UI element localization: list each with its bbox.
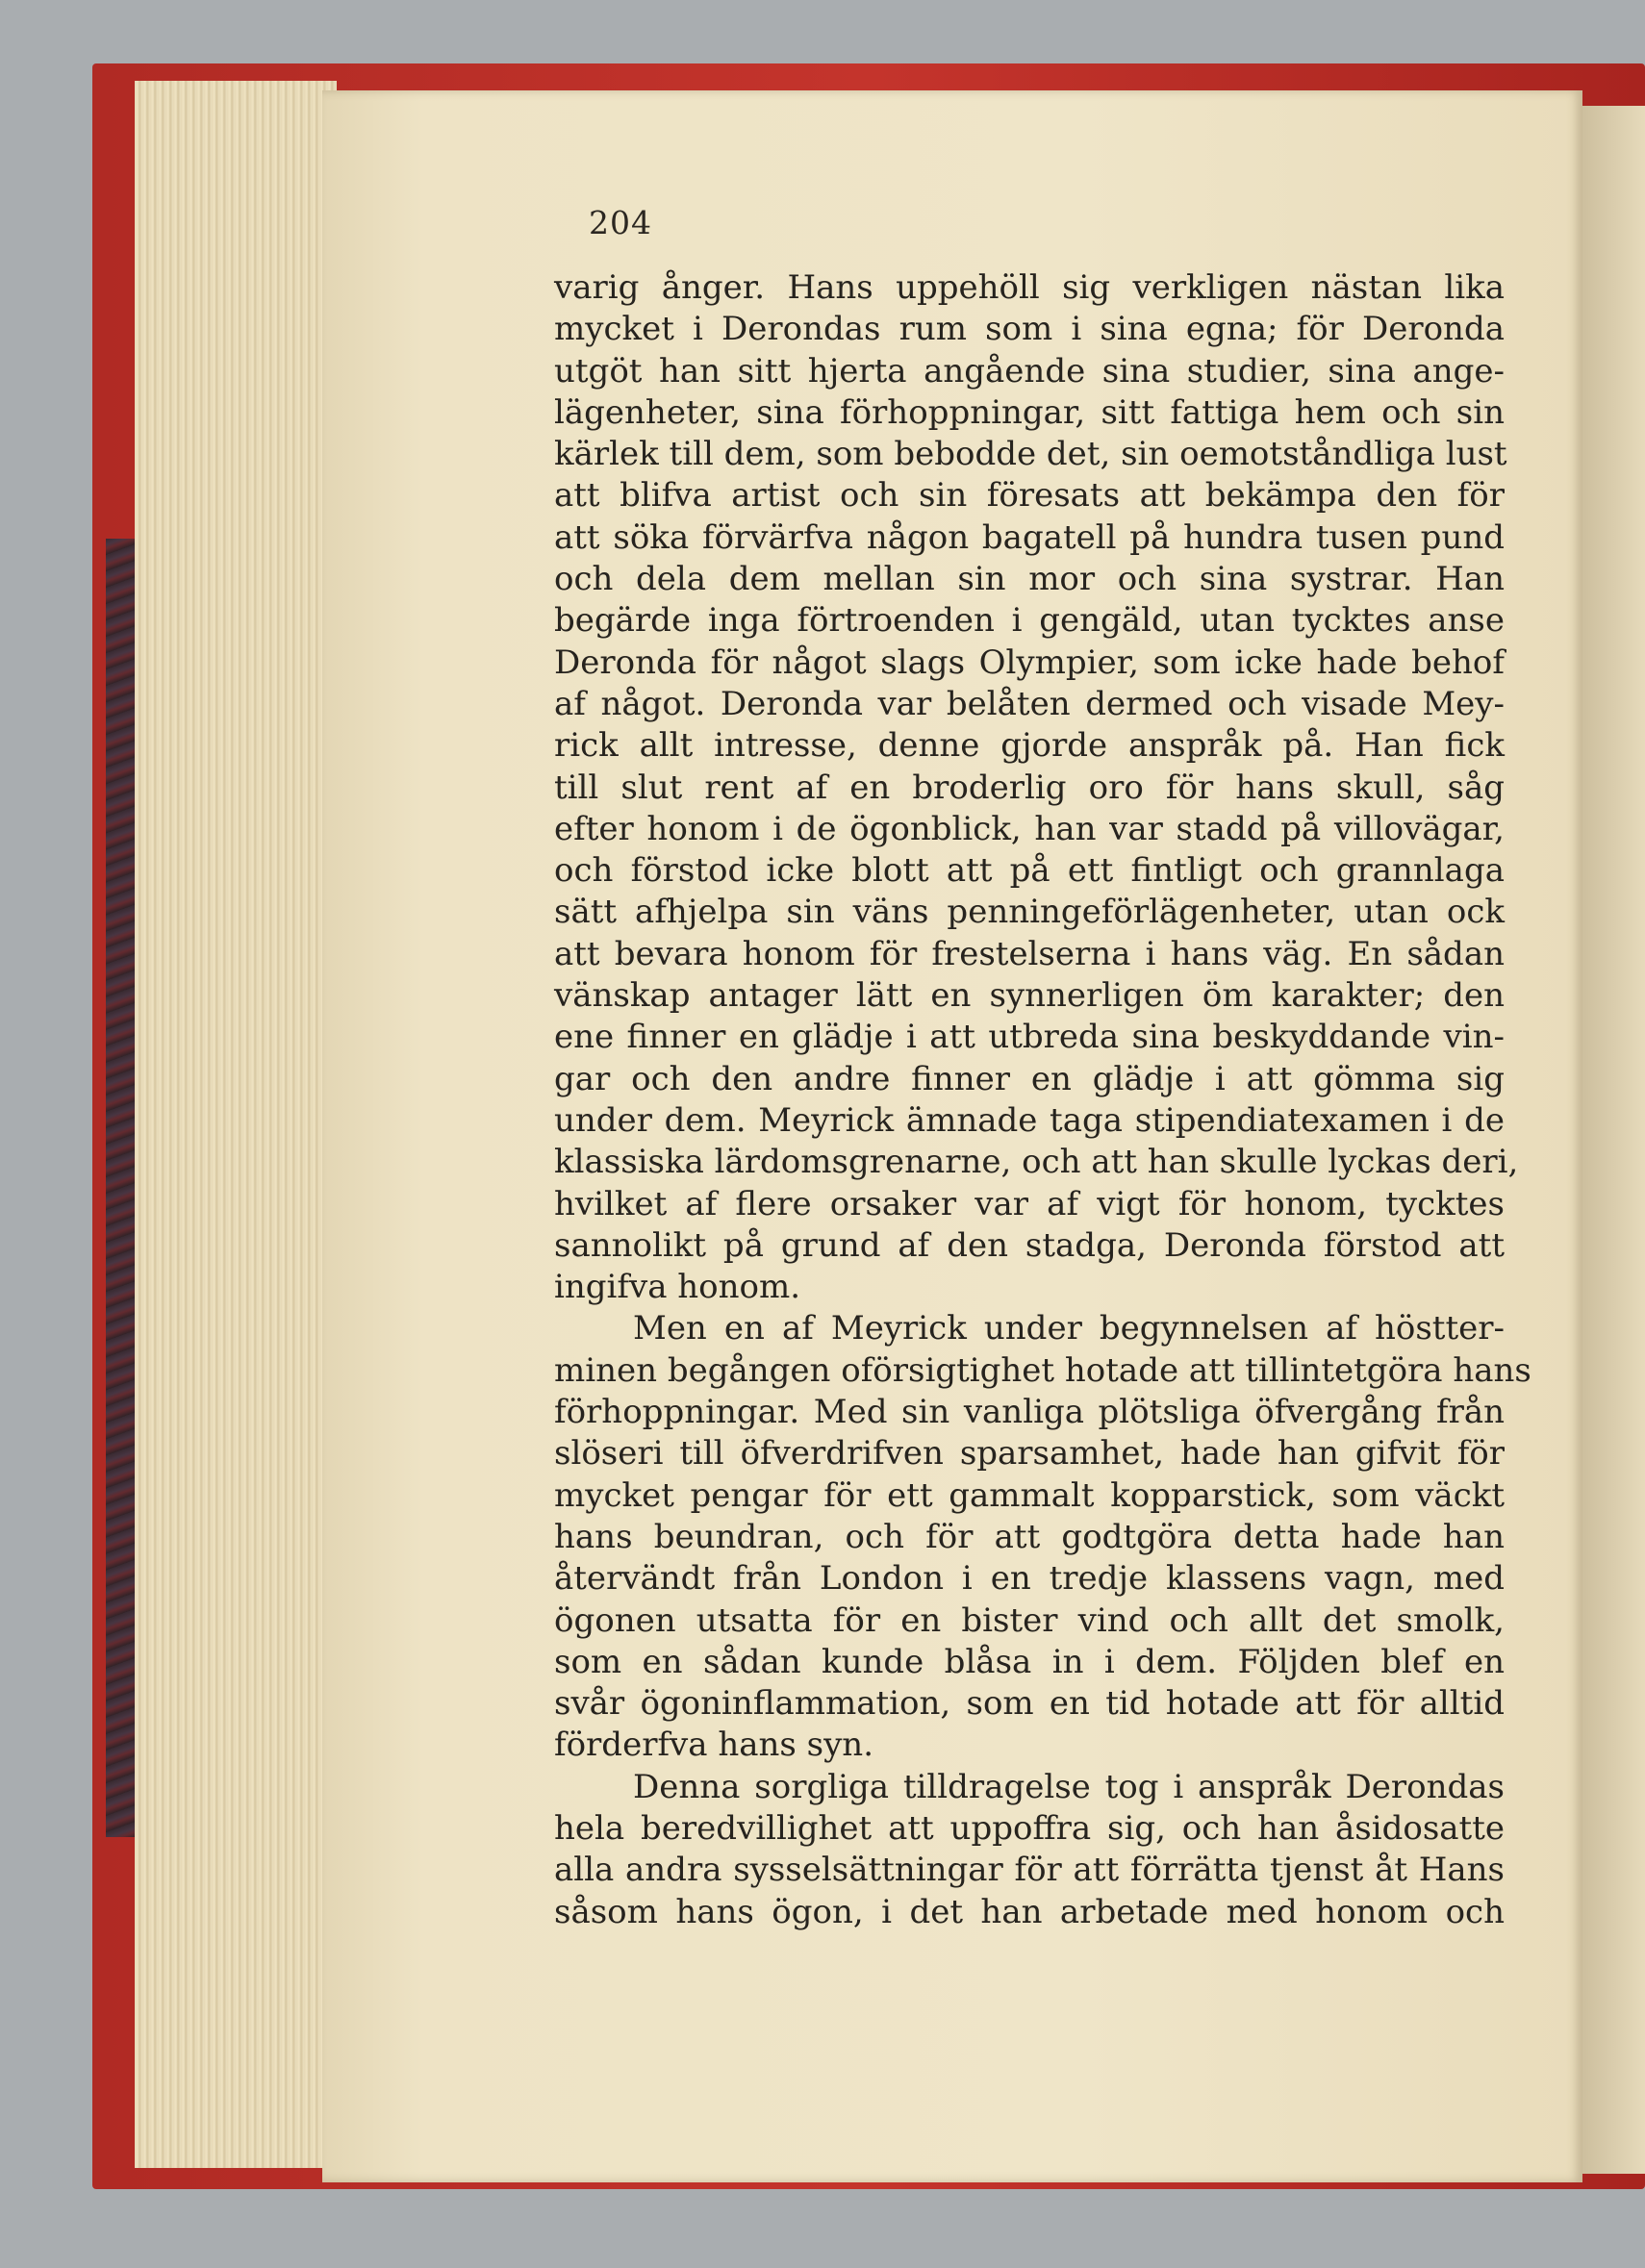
body-text [554, 267, 1531, 1933]
text-line: utgöt han sitt hjerta angående sina studier, sina ange- [554, 351, 1505, 391]
text-line: hans beundran, och för att godtgöra detta hade han [554, 1517, 1505, 1556]
text-line: att bevara honom för frestelserna i hans väg. En sådan [554, 934, 1505, 973]
text-line: svår ögoninflammation, som en tid hotade att för alltid [554, 1684, 1505, 1724]
text-line: ingifva honom. [554, 1268, 801, 1307]
text-line: minen begången oförsigtighet hotade att tillintetgöra hans [554, 1350, 1531, 1390]
text-line: Deronda för något slags Olympier, som icke hade behof [554, 643, 1505, 682]
text-line: begärde inga förtroenden i gengäld, utan tycktes anse [554, 601, 1505, 641]
text-line: förhoppningar. Med sin vanliga plötsliga öfvergång från [554, 1393, 1505, 1432]
text-line: återvändt från London i en tredje klassens vagn, med [554, 1559, 1505, 1599]
text-line: förderfva hans syn. [554, 1726, 873, 1765]
text-line: hela beredvillighet att uppoffra sig, och han åsidosatte [554, 1808, 1505, 1848]
text-line: och förstod icke blott att på ett fintligt och grannlaga [554, 851, 1505, 891]
paragraph-start-line: Men en af Meyrick under begynnelsen af höstter- [633, 1309, 1505, 1348]
text-line: mycket pengar för ett gammalt kopparstick, som väckt [554, 1475, 1505, 1515]
text-line: sannolikt på grund af den stadga, Deronda förstod att [554, 1225, 1505, 1265]
page-number: 204 [589, 204, 652, 241]
text-line: sätt afhjelpa sin väns penningeförlägenheter, utan ock [554, 893, 1505, 932]
text-line: hvilket af flere orsaker var af vigt för honom, tycktes [554, 1184, 1505, 1223]
text-line: vänskap antager lätt en synnerligen öm karakter; den [554, 976, 1505, 1016]
text-line: klassiska lärdomsgrenarne, och att han skulle lyckas deri, [554, 1143, 1519, 1182]
text-line: såsom hans ögon, i det han arbetade med honom och [554, 1892, 1505, 1931]
text-line: af något. Deronda var belåten dermed och visade Mey- [554, 684, 1505, 723]
text-line: efter honom i de ögonblick, han var stadd på villovägar, [554, 809, 1505, 848]
text-line: gar och den andre finner en glädje i att gömma sig [554, 1059, 1505, 1098]
text-line: och dela dem mellan sin mor och sina systrar. Han [554, 560, 1505, 599]
text-line: som en sådan kunde blåsa in i dem. Följden blef en [554, 1642, 1505, 1681]
text-line: alla andra sysselsättningar för att förrätta tjenst åt Hans [554, 1851, 1505, 1890]
text-line: till slut rent af en broderlig oro för hans skull, såg [554, 768, 1505, 807]
facing-page-edge [1582, 106, 1645, 2174]
text-line: under dem. Meyrick ämnade taga stipendiatexamen i de [554, 1100, 1505, 1140]
page-edges-stack [135, 81, 337, 2168]
text-line: kärlek till dem, som bebodde det, sin oemotståndliga lust [554, 435, 1507, 474]
paragraph-start-line: Denna sorgliga tilldragelse tog i anspråk Derondas [633, 1767, 1505, 1806]
text-line: ögonen utsatta för en bister vind och allt det smolk, [554, 1600, 1505, 1640]
text-line: slöseri till öfverdrifven sparsamhet, hade han gifvit för [554, 1434, 1505, 1474]
text-line: lägenheter, sina förhoppningar, sitt fattiga hem och sin [554, 392, 1505, 432]
text-line: mycket i Derondas rum som i sina egna; för Deronda [554, 310, 1505, 349]
text-line: rick allt intresse, denne gjorde anspråk på. Han fick [554, 726, 1505, 766]
text-line: att söka förvärfva någon bagatell på hundra tusen pund [554, 517, 1505, 557]
text-line: ene finner en glädje i att utbreda sina beskyddande vin- [554, 1018, 1505, 1057]
text-line: varig ånger. Hans uppehöll sig verkligen nästan lika [554, 268, 1505, 307]
text-line: att blifva artist och sin föresats att bekämpa den för [554, 476, 1505, 516]
